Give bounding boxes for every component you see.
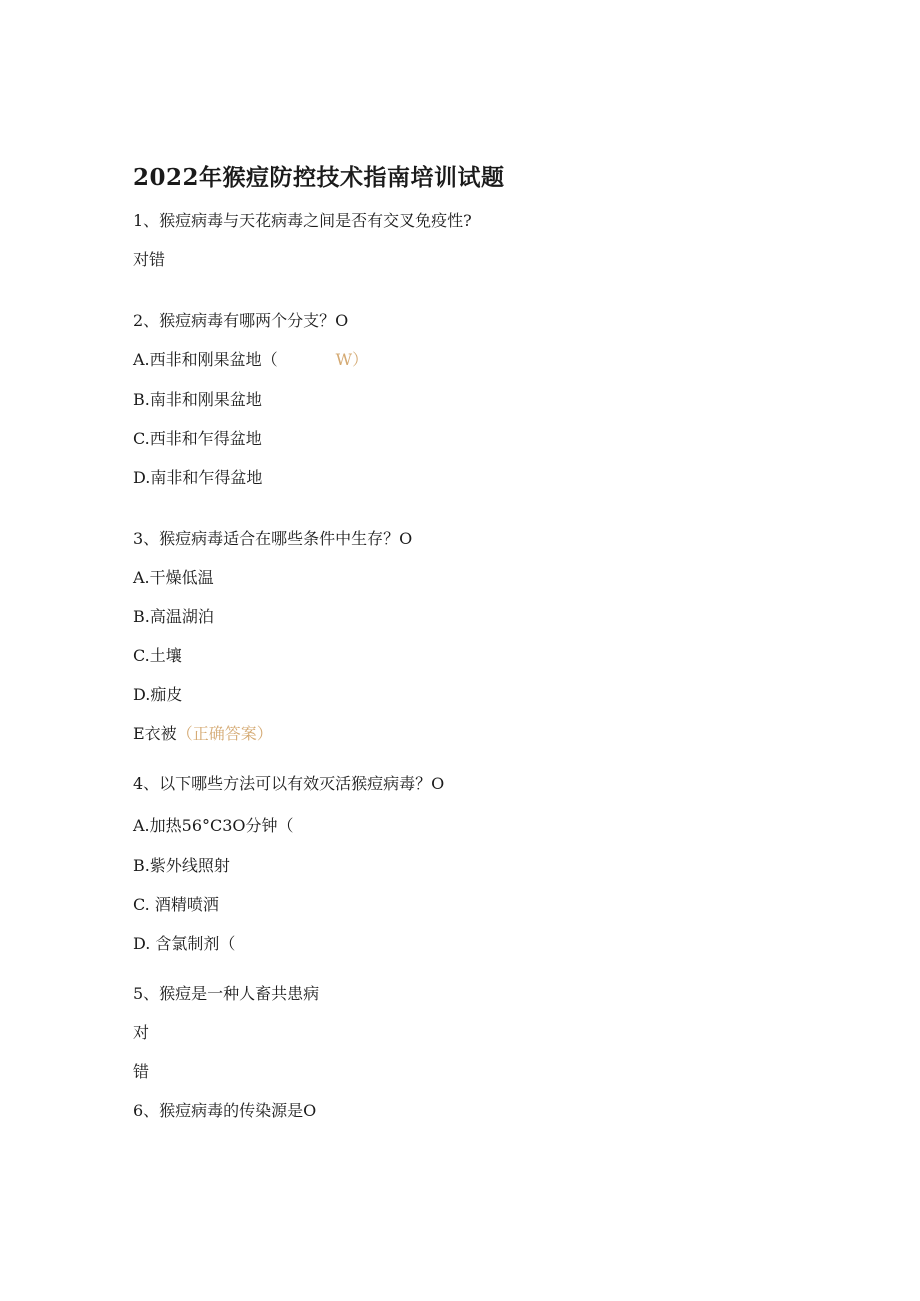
question-3-option-b: B.高温湖泊 <box>133 607 214 626</box>
question-4: 4、以下哪些方法可以有效灭活猴痘病毒？O <box>133 774 445 793</box>
question-2-option-c: C.西非和乍得盆地 <box>133 429 262 448</box>
question-6: 6、猴痘病毒的传染源是O <box>133 1101 317 1120</box>
page-title: 2022年猴痘防控技术指南培训试题 <box>133 164 505 191</box>
question-3-option-c: C.土壤 <box>133 646 182 665</box>
question-5-option-true: 对 <box>133 1023 150 1042</box>
option-text: A.西非和刚果盆地（ <box>133 350 278 369</box>
question-4-option-c: C. 酒精喷洒 <box>133 895 219 914</box>
question-4-option-d: D. 含氯制剂（ <box>133 934 236 953</box>
question-4-option-a: A.加热56°C3O分钟（ <box>133 816 294 835</box>
question-2-option-b: B.南非和刚果盆地 <box>133 390 262 409</box>
question-3: 3、猴痘病毒适合在哪些条件中生存？O <box>133 529 413 548</box>
question-2: 2、猴痘病毒有哪两个分支？O <box>133 311 349 330</box>
question-4-option-b: B.紫外线照射 <box>133 856 230 875</box>
question-3-option-e <box>133 724 273 744</box>
question-1: 1、猴痘病毒与天花病毒之间是否有交叉免疫性? <box>133 211 472 230</box>
question-2-option-d: D.南非和乍得盆地 <box>133 468 263 487</box>
question-3-option-a: A.干燥低温 <box>133 568 214 587</box>
question-5: 5、猴痘是一种人畜共患病 <box>133 984 320 1003</box>
answer-mark: （正确答案） <box>176 724 273 743</box>
answer-mark: W） <box>335 350 369 369</box>
question-1-options: 对错 <box>133 250 166 269</box>
option-text: E衣被 <box>133 724 177 743</box>
question-2-option-a <box>133 350 368 370</box>
question-3-option-d: D.痂皮 <box>133 685 183 704</box>
question-5-option-false: 错 <box>133 1062 150 1081</box>
